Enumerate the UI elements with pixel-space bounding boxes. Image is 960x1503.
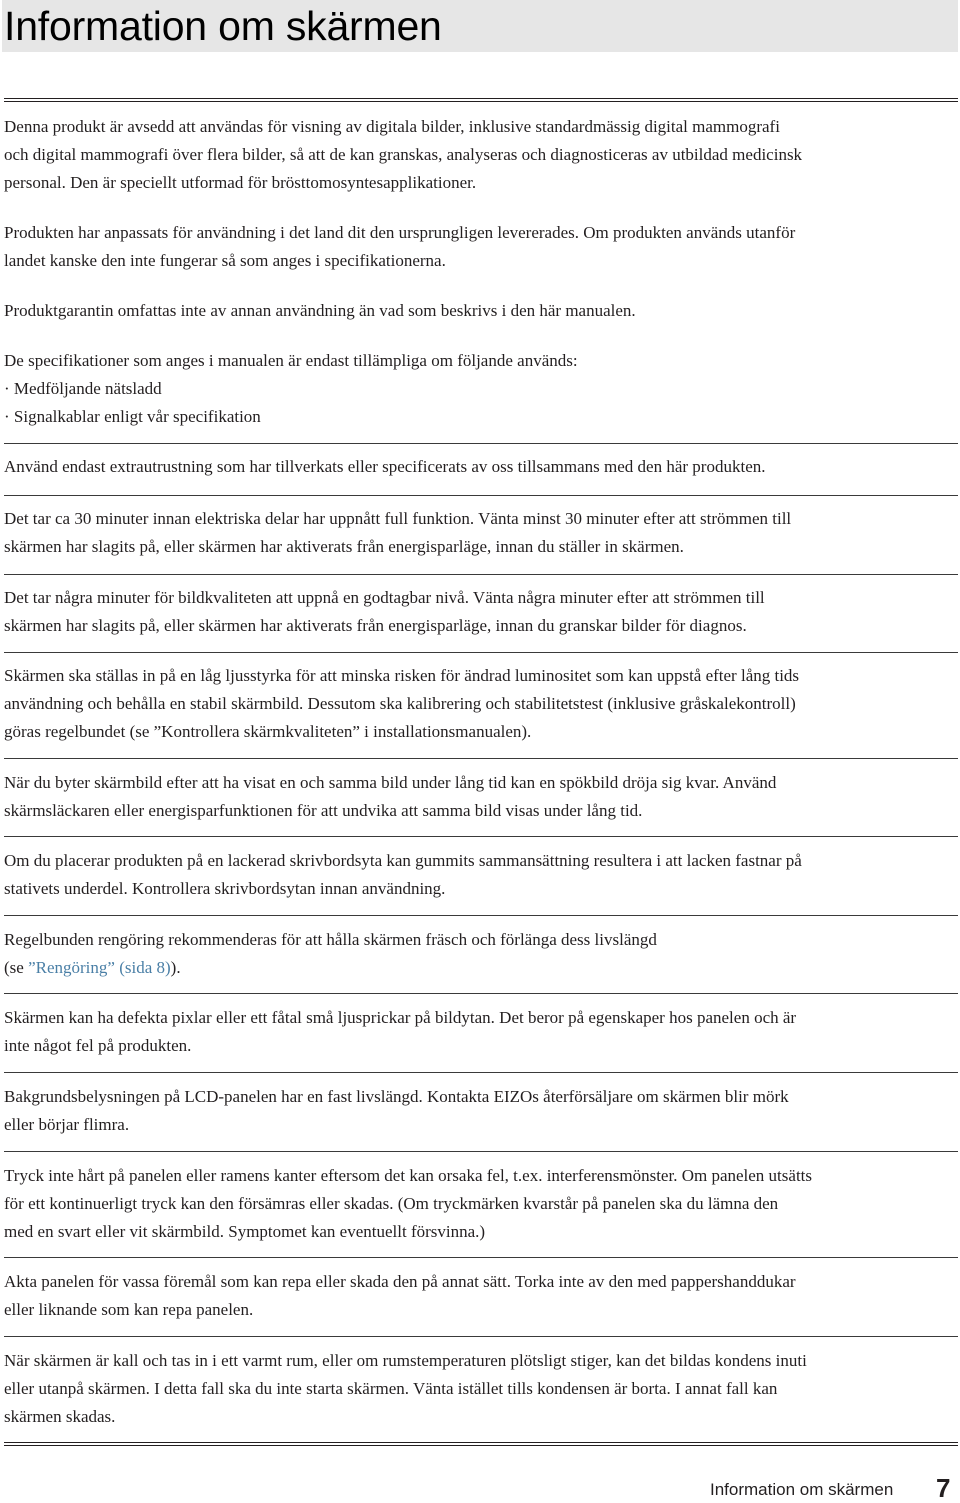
text-line: landet kanske den inte fungerar så som anges i specifikationerna. <box>4 251 446 270</box>
text-suffix: ). <box>170 958 181 977</box>
text-line: Tryck inte hårt på panelen eller ramens kanter eftersom det kan orsaka fel, t.ex. interferensmönster. Om panelen utsätts <box>4 1166 813 1185</box>
divider <box>4 758 958 759</box>
list-item: · Signalkablar enligt vår specifikation <box>4 407 261 426</box>
divider <box>4 495 958 496</box>
text-line: Produkten har anpassats för användning i det land dit den ursprungligen levererades. Om produkten används utanför <box>4 223 796 242</box>
text-line: De specifikationer som anges i manualen är endast tillämpliga om följande används: <box>4 351 578 370</box>
footer-section-title: Information om skärmen <box>710 1480 894 1499</box>
page-title: Information om skärmen <box>4 3 442 49</box>
text-line: Bakgrundsbelysningen på LCD-panelen har en fast livslängd. Kontakta EIZOs återförsäljare om skärmen blir mörk <box>4 1087 789 1106</box>
divider <box>4 836 958 837</box>
divider <box>4 1336 958 1337</box>
paragraph-sharp-objects <box>4 1268 956 1324</box>
paragraph-cleaning <box>4 926 956 982</box>
paragraph-specifications <box>4 347 956 431</box>
text-line: Akta panelen för vassa föremål som kan repa eller skada den på annat sätt. Torka inte av den med pappershanddukar <box>4 1272 796 1291</box>
paragraph-accessories <box>4 453 956 481</box>
divider <box>4 1257 958 1258</box>
text-line: Skärmen kan ha defekta pixlar eller ett fåtal små ljusprickar på bildytan. Det beror på egenskaper hos panelen och är <box>4 1008 797 1027</box>
text-line: Om du placerar produkten på en lackerad skrivbordsyta kan gummits sammansättning resultera i att lacken fastnar på <box>4 851 802 870</box>
text-prefix: (se <box>4 958 29 977</box>
text-line: användning och behålla en stabil skärmbild. Dessutom ska kalibrering och stabilitetstest (inklusive gråskalekontroll) <box>4 694 796 713</box>
header-double-rule <box>4 98 958 102</box>
text-line: eller börjar flimra. <box>4 1115 130 1134</box>
cleaning-page-link[interactable]: ”Rengöring” (sida 8) <box>28 958 171 977</box>
text-line: med en svart eller vit skärmbild. Symptomet kan eventuellt försvinna.) <box>4 1222 486 1241</box>
text-line: göras regelbundet (se ”Kontrollera skärmkvaliteten” i installationsmanualen). <box>4 722 532 741</box>
paragraph-pressure <box>4 1162 956 1246</box>
paragraph-condensation <box>4 1347 956 1431</box>
paragraph-brightness <box>4 662 956 746</box>
paragraph-warranty <box>4 297 956 325</box>
paragraph-backlight <box>4 1083 956 1139</box>
divider <box>4 993 958 994</box>
text-line: eller liknande som kan repa panelen. <box>4 1300 254 1319</box>
paragraph-warmup <box>4 505 956 561</box>
text-line: för ett kontinuerligt tryck kan den försämras eller skadas. (Om tryckmärken kvarstår på panelen ska du lämna den <box>4 1194 779 1213</box>
text-line: eller utanpå skärmen. I detta fall ska du inte starta skärmen. Vänta istället tills kondensen är borta. I annat fall kan <box>4 1379 778 1398</box>
divider <box>4 574 958 575</box>
divider <box>4 652 958 653</box>
text-line: och digital mammografi över flera bilder, så att de kan granskas, analyseras och diagnosticeras av utbildad medicinsk <box>4 145 803 164</box>
text-line: personal. Den är speciellt utformad för brösttomosyntesapplikationer. <box>4 173 477 192</box>
paragraph-intended-use <box>4 113 956 197</box>
paragraph-afterimage <box>4 769 956 825</box>
footer-double-rule <box>4 1442 958 1446</box>
text-line: stativets underdel. Kontrollera skrivbordsytan innan användning. <box>4 879 446 898</box>
text-line: Produktgarantin omfattas inte av annan användning än vad som beskrivs i den här manualen. <box>4 301 636 320</box>
paragraph-desk-surface <box>4 847 956 903</box>
paragraph-image-quality <box>4 584 956 640</box>
page-number: 7 <box>936 1473 951 1503</box>
text-line: När skärmen är kall och tas in i ett varmt rum, eller om rumstemperaturen plötsligt stiger, kan det bildas kondens inuti <box>4 1351 807 1370</box>
text-line: När du byter skärmbild efter att ha visat en och samma bild under lång tid kan en spökbild dröja sig kvar. Använd <box>4 773 777 792</box>
text-line: Regelbunden rengöring rekommenderas för att hålla skärmen fräsch och förlänga dess livslängd <box>4 930 657 949</box>
text-line: inte något fel på produkten. <box>4 1036 192 1055</box>
list-item: · Medföljande nätsladd <box>4 379 162 398</box>
text-line: skärmsläckaren eller energisparfunktionen för att undvika att samma bild visas under lång tid. <box>4 801 643 820</box>
divider <box>4 443 958 444</box>
text-line: skärmen har slagits på, eller skärmen har aktiverats från energisparläge, innan du granskar bilder för diagnos. <box>4 616 747 635</box>
divider <box>4 915 958 916</box>
text-line <box>4 954 956 982</box>
text-line: Det tar ca 30 minuter innan elektriska delar har uppnått full funktion. Vänta minst 30 minuter efter att strömmen till <box>4 509 792 528</box>
text-line: skärmen har slagits på, eller skärmen har aktiverats från energisparläge, innan du ställer in skärmen. <box>4 537 684 556</box>
paragraph-country <box>4 219 956 275</box>
text-line: skärmen skadas. <box>4 1407 116 1426</box>
divider <box>4 1151 958 1152</box>
text-line: Använd endast extrautrustning som har tillverkats eller specificerats av oss tillsammans med den här produkten. <box>4 457 766 476</box>
text-line: Denna produkt är avsedd att användas för visning av digitala bilder, inklusive standardmässig digital mammografi <box>4 117 780 136</box>
divider <box>4 1072 958 1073</box>
text-line: Skärmen ska ställas in på en låg ljusstyrka för att minska risken för ändrad luminositet som kan uppstå efter lång tids <box>4 666 800 685</box>
text-line: Det tar några minuter för bildkvaliteten att uppnå en godtagbar nivå. Vänta några minuter efter att strömmen till <box>4 588 765 607</box>
paragraph-defective-pixels <box>4 1004 956 1060</box>
